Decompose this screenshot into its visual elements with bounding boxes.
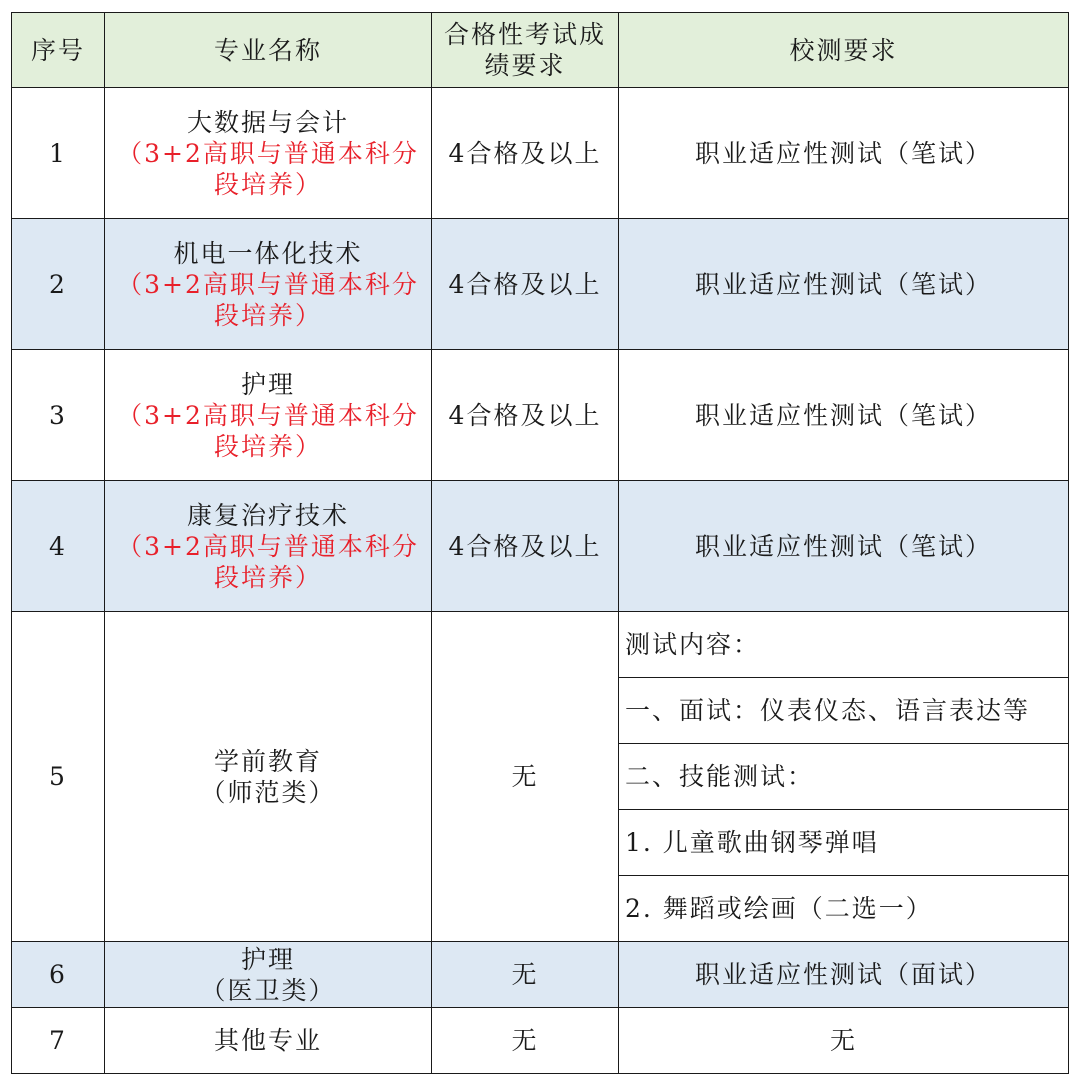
- row-index: 3: [12, 350, 105, 481]
- table-row: [12, 1008, 1069, 1074]
- header-index: 序号: [12, 13, 105, 88]
- table-row: [12, 88, 1069, 219]
- major-cell: [105, 88, 432, 219]
- major-name: 护理: [240, 944, 295, 974]
- admission-requirements-table: [11, 12, 1068, 1074]
- major-note: （3+2高职与普通本科分段培养）: [117, 138, 419, 199]
- grade-cell: 无: [432, 942, 619, 1008]
- major-name: 康复治疗技术: [186, 500, 349, 530]
- header-grade-requirement: 合格性考试成绩要求: [432, 13, 619, 88]
- table-row: [12, 350, 1069, 481]
- requirements-table: [11, 12, 1069, 1074]
- grade-cell: 无: [432, 612, 619, 942]
- header-major: 专业名称: [105, 13, 432, 88]
- major-note: （医卫类）: [200, 975, 336, 1005]
- test-cell: 无: [619, 1008, 1069, 1074]
- major-name: 学前教育: [213, 746, 322, 776]
- major-cell: [105, 481, 432, 612]
- test-cell: 职业适应性测试（笔试）: [619, 219, 1069, 350]
- test-line: 测试内容：: [619, 612, 1069, 678]
- row-index: 2: [12, 219, 105, 350]
- test-cell: 职业适应性测试（笔试）: [619, 88, 1069, 219]
- table-row: [12, 219, 1069, 350]
- header-test-requirement: 校测要求: [619, 13, 1069, 88]
- test-cell: 职业适应性测试（笔试）: [619, 350, 1069, 481]
- major-cell: [105, 219, 432, 350]
- test-cell: 职业适应性测试（笔试）: [619, 481, 1069, 612]
- major-name: 护理: [240, 369, 295, 399]
- grade-cell: 无: [432, 1008, 619, 1074]
- major-note: （3+2高职与普通本科分段培养）: [117, 531, 419, 592]
- major-note: （师范类）: [200, 777, 336, 807]
- test-line: 二、技能测试：: [619, 744, 1069, 810]
- test-cell: 职业适应性测试（面试）: [619, 942, 1069, 1008]
- major-cell: [105, 612, 432, 942]
- major-cell: [105, 350, 432, 481]
- table-row: [12, 481, 1069, 612]
- major-cell: [105, 942, 432, 1008]
- major-note: （3+2高职与普通本科分段培养）: [117, 400, 419, 461]
- table-row: [12, 612, 1069, 678]
- major-cell: 其他专业: [105, 1008, 432, 1074]
- row-index: 1: [12, 88, 105, 219]
- major-note: （3+2高职与普通本科分段培养）: [117, 269, 419, 330]
- major-name: 大数据与会计: [186, 107, 349, 137]
- grade-cell: 4合格及以上: [432, 481, 619, 612]
- row-index: 7: [12, 1008, 105, 1074]
- row-index: 4: [12, 481, 105, 612]
- test-line: 一、面试：仪表仪态、语言表达等: [619, 678, 1069, 744]
- test-line: 1. 儿童歌曲钢琴弹唱: [619, 810, 1069, 876]
- major-name: 机电一体化技术: [173, 238, 363, 268]
- header-row: [12, 13, 1069, 88]
- row-index: 5: [12, 612, 105, 942]
- grade-cell: 4合格及以上: [432, 88, 619, 219]
- row-index: 6: [12, 942, 105, 1008]
- table-row: [12, 942, 1069, 1008]
- grade-cell: 4合格及以上: [432, 350, 619, 481]
- grade-cell: 4合格及以上: [432, 219, 619, 350]
- test-line: 2. 舞蹈或绘画（二选一）: [619, 876, 1069, 942]
